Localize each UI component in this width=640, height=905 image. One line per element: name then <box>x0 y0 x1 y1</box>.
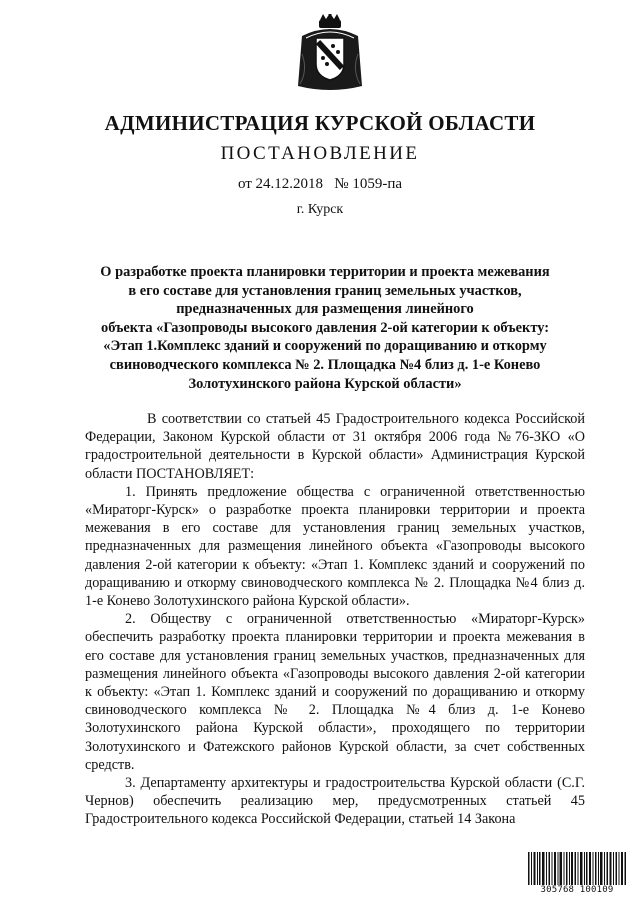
title-line: в его составе для установления границ земельных участков, <box>128 282 522 299</box>
item-3-paragraph: 3. Департаменту архитектуры и градостроительства Курской области (С.Г. Чернов) обеспечить реализацию мер, предусмотренных статьей 45 Градостроительного кодекса Российской Федерации, статьей 14 Закона <box>85 775 585 828</box>
title-line: О разработке проекта планировки территории и проекта межевания <box>100 264 550 280</box>
document-type: ПОСТАНОВЛЕНИЕ <box>220 143 420 164</box>
title-line: предназначенных для размещения линейного <box>176 301 474 318</box>
title-line: Золотухинского района Курской области» <box>188 375 462 392</box>
item-2-paragraph: 2. Обществу с ограниченной ответственностью «Мираторг-Курск» обеспечить разработку проекта планировки территории и проекта межевания в его составе для установления границ земельных участков, предназначенных для размещения линейного объекта «Газопроводы высокого давления 2-ой категории к объекту: «Этап 1. Комплекс зданий и сооружений по доращиванию и откорму свиноводческого комплекса № 2. Площадка №4 близ д. 1-е Конево Золотухинского района Курской области», проходящего по территории Золотухинского и Фатежского районов Курской области, за счет собственных средств. <box>85 611 585 773</box>
title-line: свиноводческого комплекса № 2. Площадка №4 близ д. 1-е Конево <box>109 356 541 373</box>
document-date-number: от 24.12.2018 № 1059-па <box>237 176 403 192</box>
document-city: г. Курск <box>296 202 344 217</box>
preamble-paragraph: В соответствии со статьей 45 Градостроительного кодекса Российской Федерации, Законом Курской области от 31 октября 2006 года №76-ЗКО «О градостроительной деятельности в Курской области» Администрация Курской области ПОСТАНОВЛЯЕТ: <box>85 411 585 482</box>
coat-of-arms-icon <box>292 14 368 94</box>
title-line: «Этап 1.Комплекс зданий и сооружений по доращиванию и откорму <box>103 338 547 355</box>
barcode-number: 305768 100109 <box>528 885 626 896</box>
item-1-paragraph: 1. Принять предложение общества с ограниченной ответственностью «Мираторг-Курск» о разработке проекта планировки территории и проекта межевания в его составе для установления границ земельных участков, предназначенных для размещения линейного объекта «Газопроводы высокого давления 2-ой категории к объекту: «Этап 1. Комплекс зданий и сооружений по доращиванию и откорму свиноводческого комплекса № 2. Площадка №4 близ д. 1-е Конево Золотухинского района Курской области». <box>85 483 585 610</box>
document-body <box>85 410 585 829</box>
organization-name: АДМИНИСТРАЦИЯ КУРСКОЙ ОБЛАСТИ <box>104 111 536 135</box>
document-title <box>70 263 580 393</box>
title-line: объекта «Газопроводы высокого давления 2-ой категории к объекту: <box>101 319 549 336</box>
